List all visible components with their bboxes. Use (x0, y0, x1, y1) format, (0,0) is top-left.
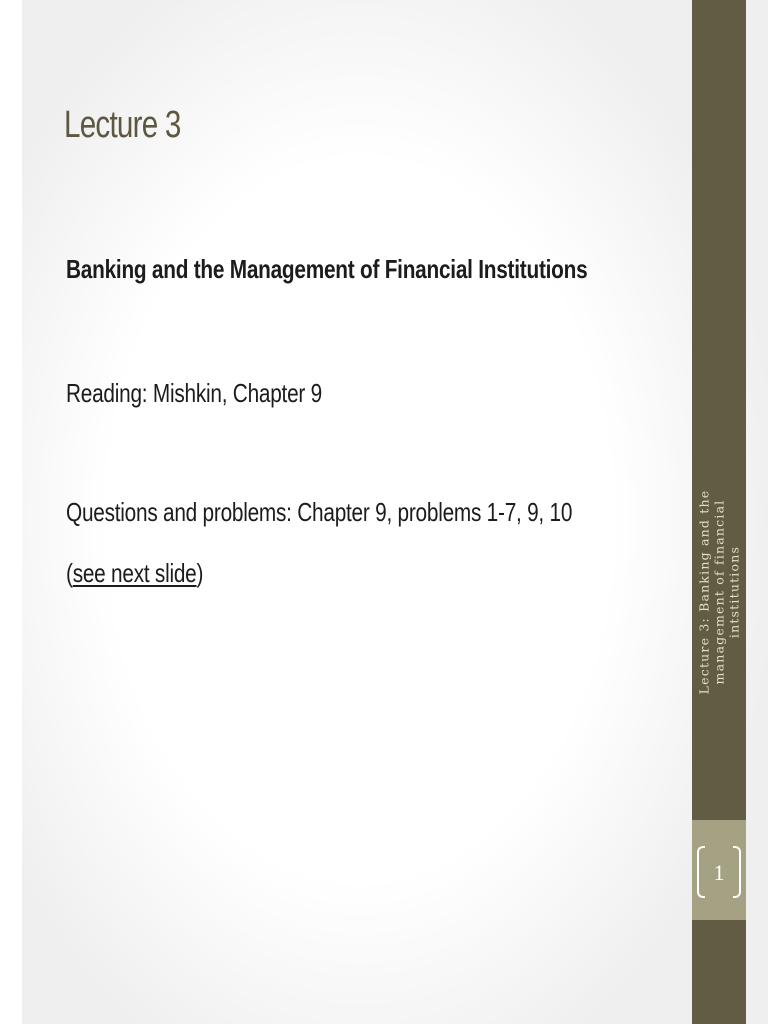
paren-close: ) (196, 558, 204, 588)
sidebar-title-line-2: management of financial (711, 499, 727, 685)
sidebar-title-line-1: Lecture 3: Banking and the (696, 489, 712, 695)
slide-heading: Banking and the Management of Financial Institutions (66, 254, 588, 284)
slide-number: 1 (713, 860, 725, 885)
paren-open: ( (66, 558, 73, 588)
see-next-line (66, 558, 203, 589)
left-bracket-icon (697, 846, 705, 898)
sidebar-vertical-title (697, 462, 742, 722)
sidebar-title-line-3: intstitutions (726, 545, 742, 639)
sidebar-bottom (692, 920, 746, 1024)
slide-title: Lecture 3 (64, 104, 181, 146)
see-next-slide-link[interactable]: see next slide (72, 558, 197, 588)
left-margin (0, 0, 22, 1024)
right-bracket-icon (733, 846, 741, 898)
questions-text: Questions and problems: Chapter 9, problems 1-7, 9, 10 (66, 497, 573, 527)
reading-text: Reading: Mishkin, Chapter 9 (66, 378, 322, 408)
